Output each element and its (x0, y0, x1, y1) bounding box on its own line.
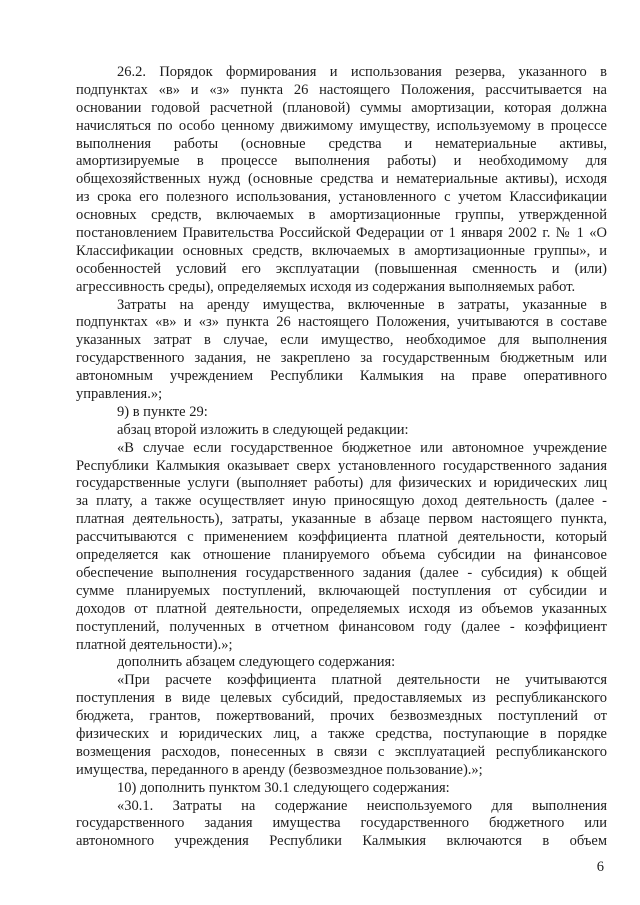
text-line: указанных затрат в случае, если имущество, необходимое для выполнения (76, 332, 607, 349)
text-line: амортизируемые в процессе выполнения работы) и необходимому для (76, 153, 607, 170)
text-line: определяется как отношение планируемого объема субсидии на финансовое (76, 547, 607, 564)
paragraph-item-10 (76, 780, 607, 798)
text-line: автономного учреждения Республики Калмыкия включаются в объем (76, 833, 607, 850)
paragraph-item-9 (76, 404, 607, 422)
paragraph-instruction-second-abzac (76, 422, 607, 440)
text-line: платная деятельность), затраты, указанные в абзаце первом настоящего пункта, (76, 511, 607, 528)
text-line: государственного задания имущества государственного бюджетного или (76, 815, 607, 832)
text-line: агрессивность среды), определяемых исходя из содержания выполняемых работ. (76, 278, 576, 295)
text-line: за плату, а также осуществляет иную приносящую доход деятельность (далее - (76, 493, 607, 510)
text-line: общехозяйственных нужд (основные средства и нематериальные активы), исходя (76, 171, 607, 188)
text-line: дополнить абзацем следующего содержания: (117, 654, 396, 671)
paragraph-instruction-add-abzac (76, 654, 607, 672)
text-line: автономным учреждением Республики Калмыкия на праве оперативного (76, 368, 607, 385)
paragraph-rent-costs (76, 297, 607, 404)
text-line: поступления в виде целевых субсидий, предоставляемых из республиканского (76, 690, 607, 707)
text-line: «В случае если государственное бюджетное или автономное учреждение (117, 439, 607, 456)
text-line: сумме планируемых поступлений, включающей поступления от субсидии и (76, 582, 607, 599)
text-line: управления.»; (76, 386, 163, 403)
text-line: возмещения расходов, понесенных в связи с эксплуатацией республиканского (76, 743, 607, 760)
text-line: государственного задания, не закреплено за государственным бюджетным или (76, 350, 607, 367)
text-line: 10) дополнить пунктом 30.1 следующего содержания: (117, 779, 450, 796)
text-line: «При расчете коэффициента платной деятельности не учитываются (117, 672, 607, 689)
text-line: государственные услуги (выполняет работы) для физических и юридических лиц (76, 475, 607, 492)
text-line: начисляться по особо ценному движимому имуществу, используемому в процессе (76, 117, 607, 134)
paragraph-item-30-1 (76, 798, 607, 852)
text-line: платной деятельности).»; (76, 636, 233, 653)
text-line: 26.2. Порядок формирования и использования резерва, указанного в (117, 64, 607, 80)
text-line: из срока его полезного использования, установленного с учетом Классификации (76, 189, 607, 206)
text-line: поступлений, полученных в отчетном финансовом году (далее - коэффициент (76, 618, 607, 635)
text-line: особенностей условий его эксплуатации (повышенная сменность и (или) (76, 260, 607, 277)
text-line: Республики Калмыкия оказывает сверх установленного государственного задания (76, 457, 607, 474)
text-line: Классификации основных средств, включаемых в амортизационные группы», и (76, 242, 607, 259)
paragraph-coefficient-exclusions (76, 672, 607, 779)
paragraph-paid-activity (76, 440, 607, 655)
paragraph-item-26-2 (76, 64, 607, 297)
text-line: выполнения работы (основные средства и нематериальные активы, (76, 135, 607, 152)
text-line: имущества, переданного в аренду (безвозмездное пользование).»; (76, 761, 483, 778)
text-line: 9) в пункте 29: (117, 403, 208, 420)
text-line: обеспечение выполнения государственного задания (далее - субсидия) к общей (76, 564, 607, 581)
text-line: постановлением Правительства Российской Федерации от 1 января 2002 г. № 1 «О (76, 225, 607, 242)
document-body (76, 64, 607, 851)
text-line: бюджета, грантов, пожертвований, прочих безвозмездных поступлений от (76, 708, 607, 725)
text-line: абзац второй изложить в следующей редакции: (117, 421, 409, 438)
text-line: подпунктах «в» и «з» пункта 26 настоящего Положения, учитываются в составе (76, 314, 607, 331)
text-line: «30.1. Затраты на содержание неиспользуемого для выполнения (117, 797, 607, 814)
text-line: рассчитываются с применением коэффициента платной деятельности, который (76, 529, 607, 546)
page-number: 6 (596, 859, 604, 875)
text-line: доходов от платной деятельности, определяемых исходя из объемов указанных (76, 600, 607, 617)
text-line: основании годовой расчетной (плановой) суммы амортизации, которая должна (76, 99, 607, 116)
text-line: подпунктах «в» и «з» пункта 26 настоящего Положения, рассчитывается на (76, 81, 607, 98)
text-line: Затраты на аренду имущества, включенные в затраты, указанные в (117, 296, 607, 313)
text-line: физических и юридических лиц, а также средства, поступающие в порядке (76, 725, 607, 742)
text-line: основных средств, включаемых в амортизационные группы, утвержденной (76, 207, 607, 224)
